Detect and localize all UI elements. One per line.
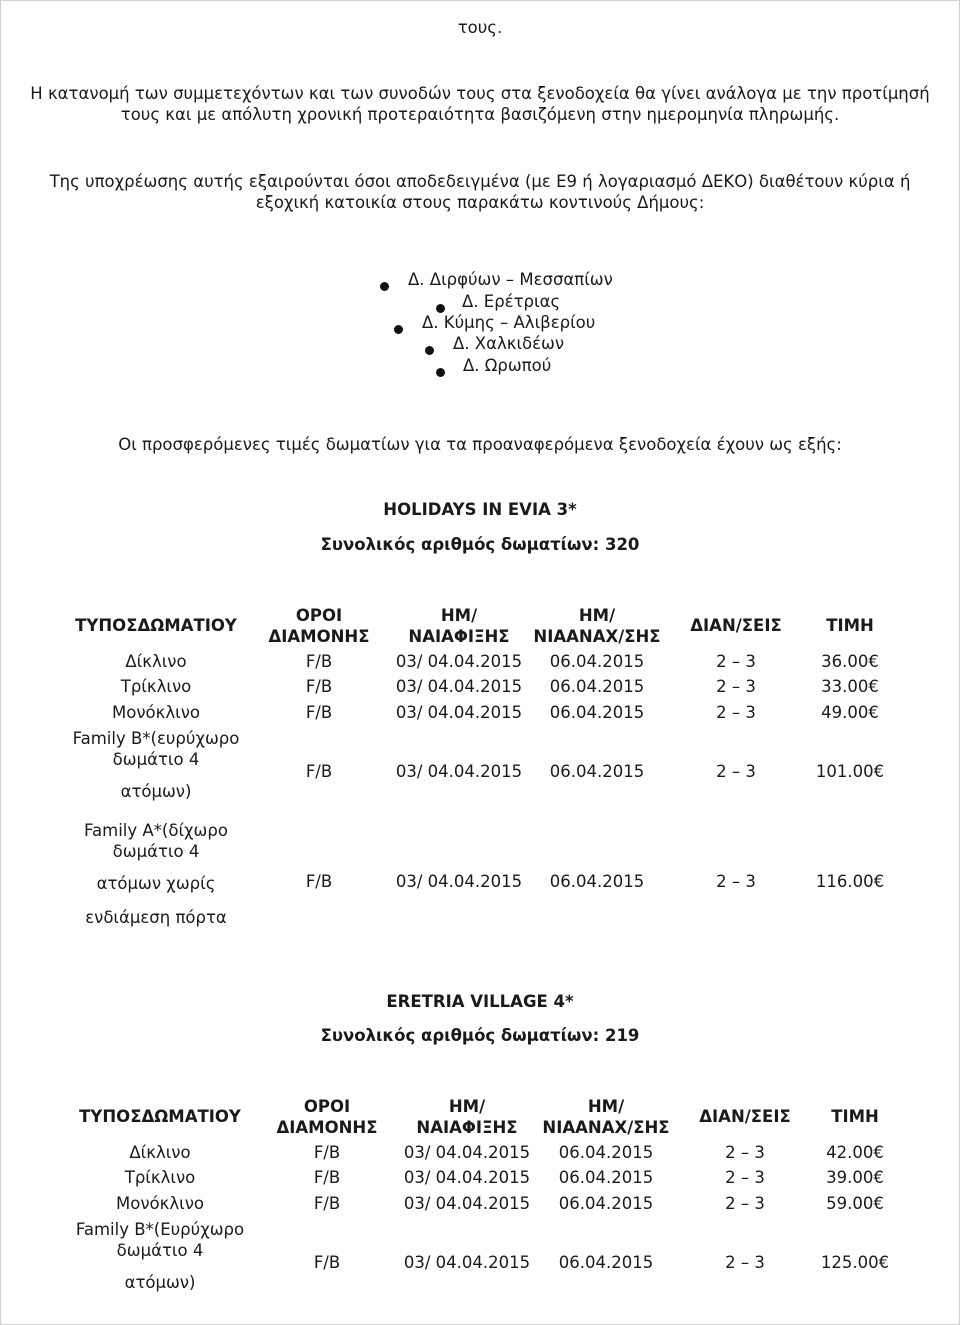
- column-header-arrival: ΗΜ/: [448, 1097, 486, 1116]
- column-header-terms: ΟΡΟΙ: [303, 1097, 351, 1116]
- room-type-cell: Τρίκλινο: [124, 1168, 196, 1187]
- room-type-cell: Family B*(ευρύχωρο: [72, 729, 240, 748]
- nights-cell: 2 – 3: [725, 1194, 765, 1213]
- room-type-cell: Family B*(Ευρύχωρο: [75, 1220, 245, 1239]
- terms-cell: F/B: [305, 652, 333, 671]
- arrival-cell: 03/ 04.04.2015: [395, 677, 523, 696]
- departure-cell: 06.04.2015: [558, 1194, 654, 1213]
- arrival-cell: 03/ 04.04.2015: [395, 652, 523, 671]
- list-item: Δ. Κύμης – Αλιβερίου: [422, 313, 596, 332]
- bullet-icon: [425, 346, 434, 355]
- departure-cell: 06.04.2015: [558, 1168, 654, 1187]
- departure-cell: 06.04.2015: [558, 1253, 654, 1272]
- price-value: 49.00: [821, 703, 869, 722]
- column-header-departure: ΗΜ/: [587, 1097, 625, 1116]
- terms-cell: F/B: [305, 703, 333, 722]
- column-header-arrival: ΝΑΙΑΦΙΞΗΣ: [416, 1118, 518, 1137]
- room-type-cell: ενδιάμεση πόρτα: [85, 908, 227, 927]
- column-header-price: ΤΙΜΗ: [831, 1107, 879, 1126]
- nights-cell: 2 – 3: [716, 762, 756, 781]
- price-cell: [821, 676, 879, 697]
- column-header-departure: ΗΜ/: [578, 606, 616, 625]
- hotel-name: HOLIDAYS IN EVIA 3*: [383, 500, 577, 519]
- nights-cell: 2 – 3: [725, 1143, 765, 1162]
- currency-symbol: €: [868, 652, 879, 671]
- price-cell: [821, 702, 879, 723]
- bullet-icon: [436, 304, 445, 313]
- price-value: 36.00: [821, 652, 869, 671]
- column-header-price: ΤΙΜΗ: [826, 616, 874, 635]
- departure-cell: 06.04.2015: [549, 872, 645, 891]
- exemption-paragraph-line-1: Της υποχρέωσης αυτής εξαιρούνται όσοι αποδεδειγμένα (με Ε9 ή λογαριασμό ΔΕΚΟ) διαθέτουν κύρια ή: [49, 172, 911, 191]
- arrival-cell: 03/ 04.04.2015: [403, 1143, 531, 1162]
- terms-cell: F/B: [313, 1168, 341, 1187]
- allocation-paragraph-line-2: τους και με απόλυτη χρονική προτεραιότητα βασιζόμενη στην ημερομηνία πληρωμής.: [120, 105, 840, 124]
- column-header-departure: ΝΙΑΑΝΑΧ/ΣΗΣ: [533, 627, 661, 646]
- room-type-cell: Μονόκλινο: [115, 1194, 205, 1213]
- arrival-cell: 03/ 04.04.2015: [403, 1253, 531, 1272]
- price-cell: [816, 761, 884, 782]
- room-type-cell: δωμάτιο 4: [112, 750, 200, 769]
- allocation-paragraph-line-1: Η κατανομή των συμμετεχόντων και των συνοδών τους στα ξενοδοχεία θα γίνει ανάλογα με την προτίμησή: [30, 84, 930, 103]
- arrival-cell: 03/ 04.04.2015: [403, 1194, 531, 1213]
- column-header-terms: ΟΡΟΙ: [295, 606, 343, 625]
- room-type-cell: Δίκλινο: [125, 652, 187, 671]
- list-item: Δ. Ωρωπού: [463, 356, 552, 375]
- price-cell: [821, 1252, 889, 1273]
- price-value: 42.00: [826, 1143, 874, 1162]
- terms-cell: F/B: [313, 1253, 341, 1272]
- room-type-cell: Μονόκλινο: [111, 703, 201, 722]
- room-type-cell: δωμάτιο 4: [112, 842, 200, 861]
- nights-cell: 2 – 3: [716, 652, 756, 671]
- room-type-cell: Δίκλινο: [129, 1143, 191, 1162]
- price-value: 116.00: [815, 872, 874, 891]
- price-value: 39.00: [826, 1168, 874, 1187]
- currency-symbol: €: [878, 1253, 890, 1272]
- nights-cell: 2 – 3: [716, 872, 756, 891]
- rooms-total: Συνολικός αριθμός δωματίων: 320: [320, 535, 640, 554]
- price-cell: [826, 1193, 884, 1214]
- departure-cell: 06.04.2015: [549, 762, 645, 781]
- column-header-departure: ΝΙΑΑΝΑΧ/ΣΗΣ: [542, 1118, 670, 1137]
- hotel-name: ERETRIA VILLAGE 4*: [386, 992, 574, 1011]
- room-type-cell: ατόμων χωρίς: [96, 874, 216, 893]
- fragment-text: τους.: [457, 18, 503, 37]
- terms-cell: F/B: [305, 762, 333, 781]
- price-value: 101.00: [815, 762, 874, 781]
- terms-cell: F/B: [305, 872, 333, 891]
- column-header-room_type: ΤΥΠΟΣΔΩΜΑΤΙΟΥ: [79, 1107, 241, 1126]
- exemption-paragraph-line-2: εξοχική κατοικία στους παρακάτω κοντινούς Δήμους:: [255, 193, 705, 212]
- nights-cell: 2 – 3: [716, 703, 756, 722]
- arrival-cell: 03/ 04.04.2015: [395, 872, 523, 891]
- list-item: Δ. Ερέτριας: [462, 292, 561, 311]
- list-item: Δ. Χαλκιδέων: [453, 334, 565, 353]
- room-type-cell: Family A*(δίχωρο: [84, 821, 228, 840]
- nights-cell: 2 – 3: [725, 1253, 765, 1272]
- column-header-arrival: ΝΑΙΑΦΙΞΗΣ: [408, 627, 510, 646]
- nights-cell: 2 – 3: [716, 677, 756, 696]
- currency-symbol: €: [873, 1168, 884, 1187]
- currency-symbol: €: [873, 872, 885, 891]
- column-header-arrival: ΗΜ/: [440, 606, 478, 625]
- column-header-room_type: ΤΥΠΟΣΔΩΜΑΤΙΟΥ: [75, 616, 237, 635]
- nights-cell: 2 – 3: [725, 1168, 765, 1187]
- terms-cell: F/B: [305, 677, 333, 696]
- room-type-cell: ατόμων): [124, 1273, 196, 1292]
- bullet-icon: [436, 368, 445, 377]
- price-cell: [821, 651, 879, 672]
- rooms-total: Συνολικός αριθμός δωματίων: 219: [320, 1026, 640, 1045]
- column-header-nights: ΔΙΑΝ/ΣΕΙΣ: [690, 616, 782, 635]
- prices-intro: Οι προσφερόμενες τιμές δωματίων για τα προαναφερόμενα ξενοδοχεία έχουν ως εξής:: [118, 435, 842, 454]
- arrival-cell: 03/ 04.04.2015: [395, 703, 523, 722]
- price-value: 33.00: [821, 677, 869, 696]
- departure-cell: 06.04.2015: [549, 703, 645, 722]
- bullet-icon: [380, 282, 389, 291]
- currency-symbol: €: [873, 1194, 884, 1213]
- currency-symbol: €: [868, 703, 879, 722]
- list-item: Δ. Διρφύων – Μεσσαπίων: [408, 270, 613, 289]
- room-type-cell: ατόμων): [120, 782, 192, 801]
- currency-symbol: €: [873, 1143, 884, 1162]
- price-cell: [816, 871, 884, 892]
- room-type-cell: Τρίκλινο: [120, 677, 192, 696]
- price-cell: [826, 1167, 884, 1188]
- currency-symbol: €: [873, 762, 885, 781]
- price-cell: [826, 1142, 884, 1163]
- departure-cell: 06.04.2015: [558, 1143, 654, 1162]
- column-header-nights: ΔΙΑΝ/ΣΕΙΣ: [699, 1107, 791, 1126]
- price-value: 59.00: [826, 1194, 874, 1213]
- terms-cell: F/B: [313, 1194, 341, 1213]
- column-header-terms: ΔΙΑΜΟΝΗΣ: [268, 627, 370, 646]
- currency-symbol: €: [868, 677, 879, 696]
- arrival-cell: 03/ 04.04.2015: [395, 762, 523, 781]
- price-value: 125.00: [820, 1253, 879, 1272]
- column-header-terms: ΔΙΑΜΟΝΗΣ: [276, 1118, 378, 1137]
- terms-cell: F/B: [313, 1143, 341, 1162]
- departure-cell: 06.04.2015: [549, 677, 645, 696]
- departure-cell: 06.04.2015: [549, 652, 645, 671]
- arrival-cell: 03/ 04.04.2015: [403, 1168, 531, 1187]
- room-type-cell: δωμάτιο 4: [116, 1241, 204, 1260]
- bullet-icon: [394, 325, 403, 334]
